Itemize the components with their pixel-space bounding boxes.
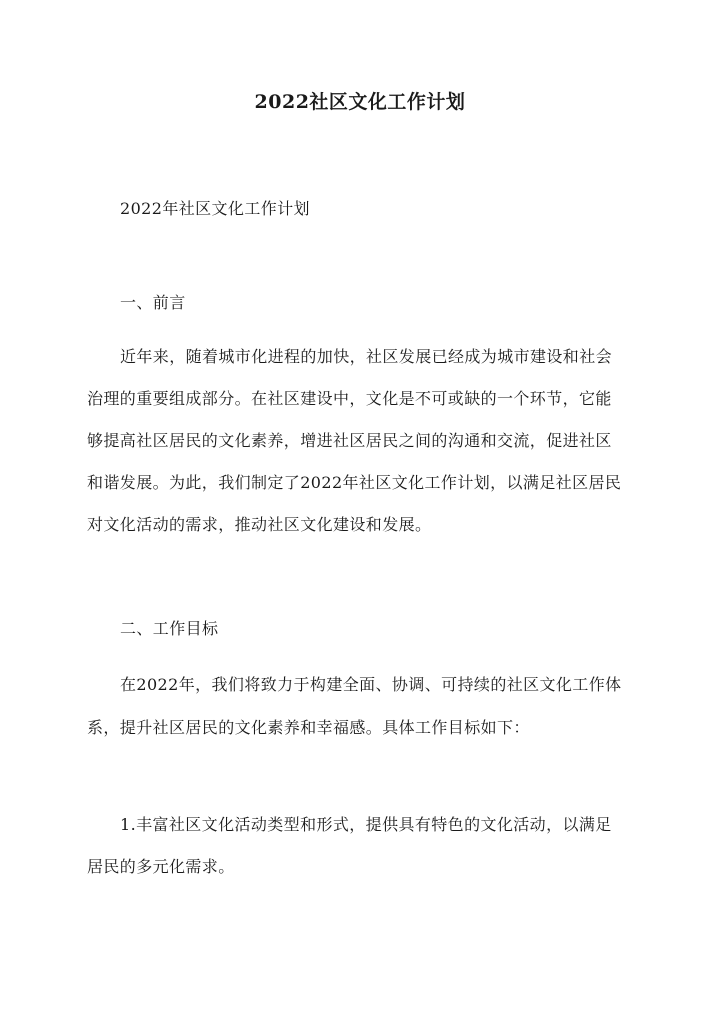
document-title: 2022社区文化工作计划	[254, 91, 466, 113]
list-item-line: 1.丰富社区文化活动类型和形式，提供具有特色的文化活动，以满足	[120, 815, 612, 834]
paragraph-line: 够提高社区居民的文化素养，增进社区居民之间的沟通和交流，促进社区	[87, 431, 612, 450]
paragraph-line: 和谐发展。为此，我们制定了2022年社区文化工作计划，以满足社区居民	[87, 473, 622, 492]
section-heading-goals: 二、工作目标	[120, 619, 219, 638]
paragraph-line: 对文化活动的需求，推动社区文化建设和发展。	[87, 515, 432, 534]
paragraph-line: 近年来，随着城市化进程的加快，社区发展已经成为城市建设和社会	[120, 347, 613, 366]
document-subtitle: 2022年社区文化工作计划	[120, 199, 310, 218]
section-heading-preface: 一、前言	[120, 293, 186, 312]
paragraph-line: 系，提升社区居民的文化素养和幸福感。具体工作目标如下：	[87, 718, 530, 737]
paragraph-line: 在2022年，我们将致力于构建全面、协调、可持续的社区文化工作体	[120, 675, 622, 694]
paragraph-line: 治理的重要组成部分。在社区建设中，文化是不可或缺的一个环节，它能	[87, 389, 612, 408]
list-item-line: 居民的多元化需求。	[87, 857, 235, 876]
